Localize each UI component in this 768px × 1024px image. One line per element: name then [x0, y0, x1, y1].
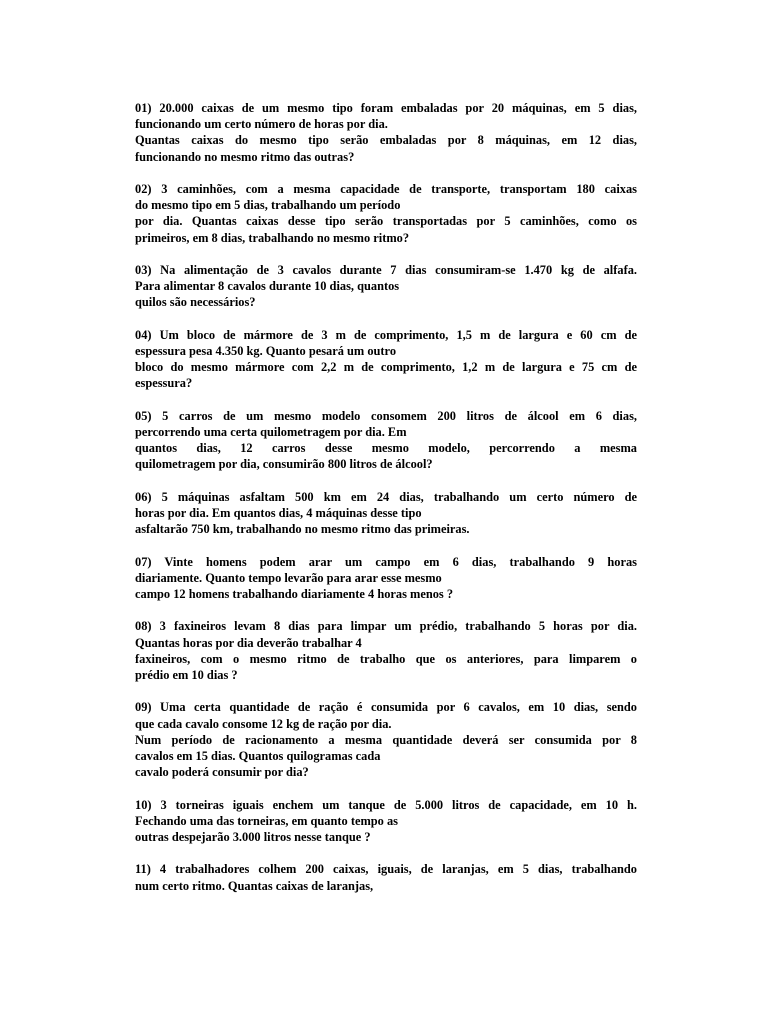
question-11 — [135, 861, 637, 893]
question-text-line: Quantas caixas do mesmo tipo serão embaladas por 8 máquinas, em 12 dias, — [135, 133, 637, 148]
question-04 — [135, 327, 637, 392]
question-text-line: 02) 3 caminhões, com a mesma capacidade de transporte, transportam 180 caixas — [135, 182, 637, 196]
question-text-line: do mesmo tipo em 5 dias, trabalhando um período — [135, 198, 401, 213]
question-text-line: Quantas horas por dia deverão trabalhar 4 — [135, 635, 362, 650]
question-text-line: 06) 5 máquinas asfaltam 500 km em 24 dias, trabalhando um certo número de — [135, 489, 637, 504]
question-10 — [135, 797, 637, 846]
question-text-line: Fechando uma das torneiras, em quanto tempo as — [135, 813, 398, 828]
question-text-line: primeiros, em 8 dias, trabalhando no mesmo ritmo? — [135, 230, 410, 245]
question-text-line: Num período de racionamento a mesma quantidade deverá ser consumida por 8 — [135, 732, 637, 747]
question-text-line: 04) Um bloco de mármore de 3 m de comprimento, 1,5 m de largura e 60 cm de — [135, 327, 637, 342]
question-text-line: cavalo poderá consumir por dia? — [135, 765, 309, 780]
question-text-line: quilometragem por dia, consumirão 800 litros de álcool? — [135, 457, 433, 472]
question-text-line: 11) 4 trabalhadores colhem 200 caixas, iguais, de laranjas, em 5 dias, trabalhando — [135, 862, 637, 877]
question-text-line: 03) Na alimentação de 3 cavalos durante 7 dias consumiram-se 1.470 kg de alfafa. — [135, 263, 637, 277]
question-text-line: espessura pesa 4.350 kg. Quanto pesará um outro — [135, 344, 397, 358]
question-06 — [135, 489, 637, 538]
question-text-line: outras despejarão 3.000 litros nesse tanque ? — [135, 830, 371, 844]
question-text-line: quilos são necessários? — [135, 295, 256, 310]
question-text-line: faxineiros, com o mesmo ritmo de trabalho que os anteriores, para limparem o — [135, 651, 637, 666]
question-text-line: Para alimentar 8 cavalos durante 10 dias, quantos — [135, 279, 400, 294]
question-05 — [135, 408, 637, 473]
document-page — [135, 100, 637, 910]
question-text-line: prédio em 10 dias ? — [135, 668, 238, 682]
question-07 — [135, 554, 637, 603]
question-08 — [135, 618, 637, 683]
question-text-line: num certo ritmo. Quantas caixas de laranjas, — [135, 878, 374, 893]
question-text-line: 01) 20.000 caixas de um mesmo tipo foram embaladas por 20 máquinas, em 5 dias, — [135, 101, 637, 115]
question-text-line: quantos dias, 12 carros desse mesmo modelo, percorrendo a mesma — [135, 441, 637, 456]
question-text-line: 05) 5 carros de um mesmo modelo consomem 200 litros de álcool em 6 dias, — [135, 408, 637, 423]
question-09 — [135, 699, 637, 780]
question-03 — [135, 262, 637, 311]
question-01 — [135, 100, 637, 165]
question-text-line: funcionando um certo número de horas por dia. — [135, 117, 388, 132]
question-text-line: asfaltarão 750 km, trabalhando no mesmo ritmo das primeiras. — [135, 522, 470, 537]
question-text-line: cavalos em 15 dias. Quantos quilogramas cada — [135, 749, 381, 763]
question-text-line: 09) Uma certa quantidade de ração é consumida por 6 cavalos, em 10 dias, sendo — [135, 700, 637, 715]
question-text-line: por dia. Quantas caixas desse tipo serão transportadas por 5 caminhões, como os — [135, 214, 637, 229]
question-text-line: espessura? — [135, 376, 193, 391]
question-text-line: campo 12 homens trabalhando diariamente 4 horas menos ? — [135, 587, 454, 601]
question-02 — [135, 181, 637, 246]
question-text-line: que cada cavalo consome 12 kg de ração por dia. — [135, 716, 392, 731]
question-text-line: 10) 3 torneiras iguais enchem um tanque de 5.000 litros de capacidade, em 10 h. — [135, 797, 637, 812]
question-text-line: percorrendo uma certa quilometragem por dia. Em — [135, 425, 407, 439]
question-text-line: horas por dia. Em quantos dias, 4 máquinas desse tipo — [135, 506, 422, 520]
question-text-line: 08) 3 faxineiros levam 8 dias para limpar um prédio, trabalhando 5 horas por dia. — [135, 619, 637, 634]
question-text-line: funcionando no mesmo ritmo das outras? — [135, 149, 355, 164]
question-text-line: bloco do mesmo mármore com 2,2 m de comprimento, 1,2 m de largura e 75 cm de — [135, 360, 637, 375]
question-text-line: 07) Vinte homens podem arar um campo em 6 dias, trabalhando 9 horas — [135, 554, 637, 569]
question-text-line: diariamente. Quanto tempo levarão para arar esse mesmo — [135, 570, 442, 585]
